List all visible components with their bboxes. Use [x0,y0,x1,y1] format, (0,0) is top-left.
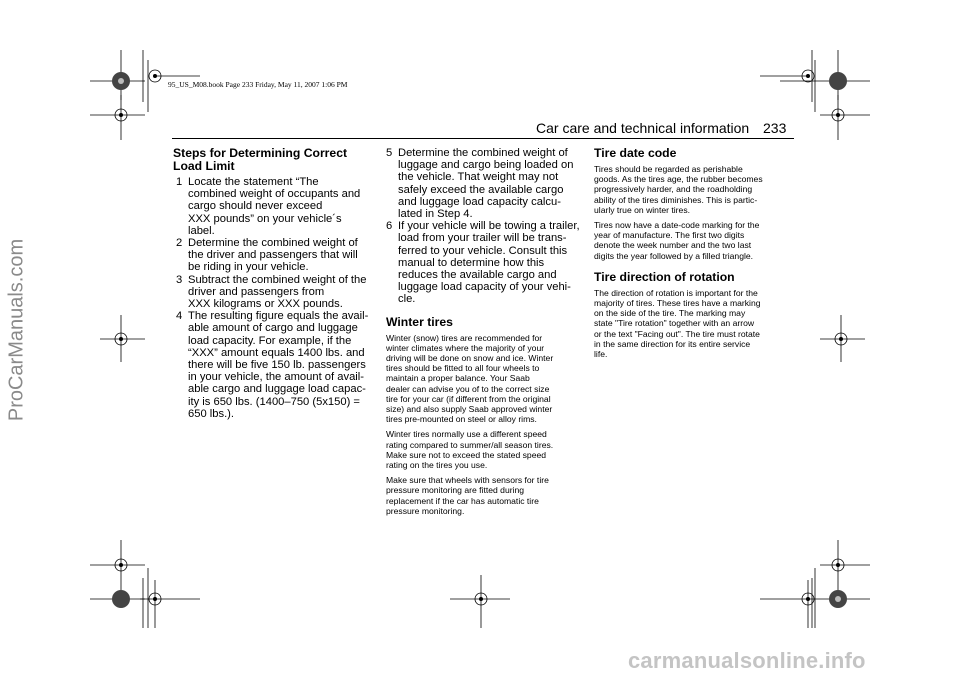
step-text: Subtract the combined weight of the driver and passengers from XXX kilograms or XXX pounds. [188,273,367,311]
step-number: 4 [176,310,183,323]
step-item [386,220,586,305]
step-item [176,274,373,311]
tire-date-code-heading: Tire date code [594,146,677,160]
step-text: Locate the statement “The combined weight of occupants and cargo should never exceed XXX pounds” on your vehicle´s label. [188,176,361,237]
step-number: 3 [176,273,183,286]
bottom-watermark: carmanualsonline.info [628,648,866,673]
step-number: 2 [176,237,183,250]
step-number: 1 [176,176,183,188]
step-text: Determine the combined weight of the driver and passengers that will be riding in your vehicle. [188,237,358,274]
right-column [594,147,794,364]
book-stamp: 95_US_M08.book Page 233 Friday, May 11, 2007 1:06 PM [168,80,348,89]
side-watermark [0,0,34,678]
step-text: If your vehicle will be towing a trailer, load from your trailer will be trans- ferred to your vehicle. Consult this manual to determine how this reduces the available cargo and luggage load capacity of your vehi- cle. [398,220,580,306]
step-item [176,310,373,420]
winter-tires-paragraph: Winter (snow) tires are recommended for winter climates where the majority of your driving will be done on snow and ice. Winter tires should be fitted to all four wheels to maintain a proper balance. Your Saab dealer can advise you of to the correct size tire for your car (if different from the original size) and also supply Saab approved winter tires pre-mounted on steel or alloy rims. [386,332,554,425]
winter-tires-paragraph: Make sure that wheels with sensors for tire pressure monitoring are fitted during replacement if the car has automatic tire pressure monitoring. [386,475,549,516]
page-number: 233 [763,120,787,136]
step-item [176,176,373,237]
tire-date-code-paragraph: Tires now have a date-code marking for the year of manufacture. The first two digits denote the week number and the two last digits the year followed by a filled triangle. [594,220,760,261]
middle-column [386,147,586,521]
header-rule [172,138,794,139]
step-text: Determine the combined weight of luggage and cargo being loaded on the vehicle. That weight may not safely exceed the available cargo and luggage load capacity calcu- lated in Step 4. [398,147,574,221]
load-limit-heading: Steps for Determining Correct Load Limit [173,146,348,173]
side-watermark-text: ProCarManuals.com [5,238,28,422]
left-column [173,147,373,420]
tire-rotation-heading: Tire direction of rotation [594,269,735,284]
step-number: 5 [386,147,393,159]
load-limit-steps-continued [386,147,586,306]
step-item [176,237,373,274]
section-title: Car care and technical information [536,120,750,136]
step-number: 6 [386,220,393,233]
load-limit-steps [173,176,373,420]
step-text: The resulting figure equals the avail- able amount of cargo and luggage load capacity. For example, if the “XXX” amount equals 1400 lbs. and there will be five 150 lb. passengers in your vehicle, the amount of avail- able cargo and luggage load capac- ity is 650 lbs. (1400–750 (5x150) = 650 lbs.). [188,310,369,420]
winter-tires-heading: Winter tires [386,314,453,329]
tire-date-code-paragraph: Tires should be regarded as perishable goods. As the tires age, the rubber becomes progressively harder, and the roadholding ability of the tires diminishes. This is partic- ularly true on winter tires. [594,164,763,215]
step-item [386,147,586,220]
winter-tires-paragraph: Winter tires normally use a different speed rating compared to summer/all season tires. Make sure not to exceed the stated speed rating on the tires you use. [386,429,554,471]
tire-rotation-paragraph: The direction of rotation is important for the majority of tires. These tires have a marking on the side of the tire. The marking may state "Tire rotation" together with an arrow or the text "Facing out". The tire must rotate in the same direction for its entire service life. [594,287,761,360]
